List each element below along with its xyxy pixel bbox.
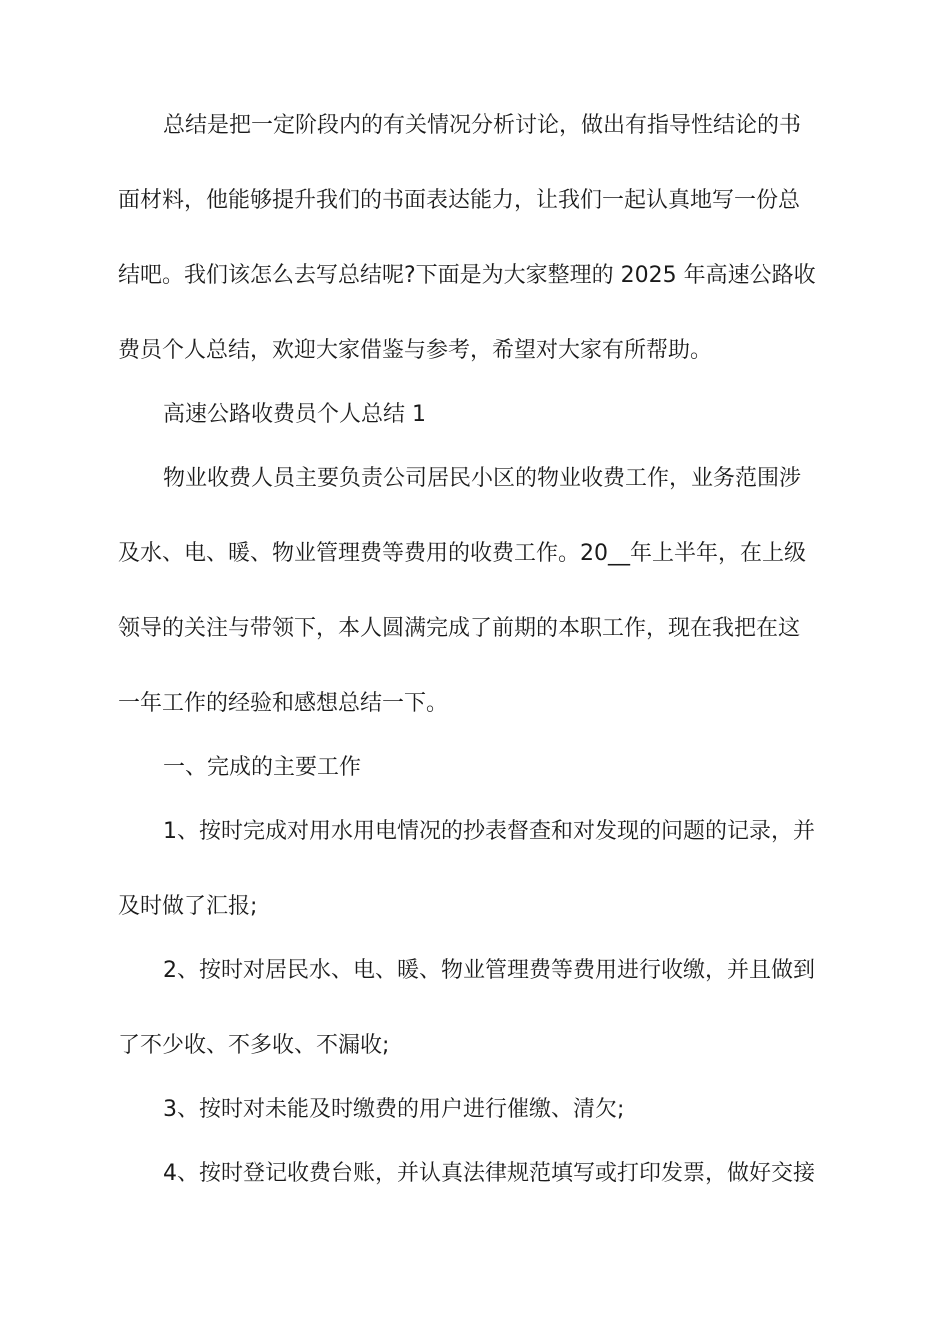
list-item-continuation: 及时做了汇报; — [118, 894, 258, 919]
intro-line: 总结是把一定阶段内的有关情况分析讨论，做出有指导性结论的书 — [163, 113, 802, 138]
list-item: 2、按时对居民水、电、暖、物业管理费等费用进行收缴，并且做到 — [163, 958, 815, 983]
section-title: 高速公路收费员个人总结 1 — [163, 402, 426, 427]
intro-line: 结吧。我们该怎么去写总结呢?下面是为大家整理的 2025 年高速公路收 — [118, 263, 816, 288]
body-line: 物业收费人员主要负责公司居民小区的物业收费工作，业务范围涉 — [163, 466, 802, 491]
body-line: 一年工作的经验和感想总结一下。 — [118, 691, 449, 716]
list-item-continuation: 了不少收、不多收、不漏收; — [118, 1033, 390, 1058]
list-item: 3、按时对未能及时缴费的用户进行催缴、清欠; — [163, 1097, 625, 1122]
list-item: 1、按时完成对用水用电情况的抄表督查和对发现的问题的记录，并 — [163, 819, 815, 844]
intro-line: 面材料，他能够提升我们的书面表达能力，让我们一起认真地写一份总 — [118, 188, 801, 213]
body-line: 领导的关注与带领下，本人圆满完成了前期的本职工作，现在我把在这 — [118, 616, 801, 641]
section-heading: 一、完成的主要工作 — [163, 755, 362, 780]
intro-line: 费员个人总结，欢迎大家借鉴与参考，希望对大家有所帮助。 — [118, 338, 713, 363]
body-line: 及水、电、暖、物业管理费等费用的收费工作。20__年上半年，在上级 — [118, 541, 806, 566]
list-item: 4、按时登记收费台账，并认真法律规范填写或打印发票，做好交接 — [163, 1161, 815, 1186]
